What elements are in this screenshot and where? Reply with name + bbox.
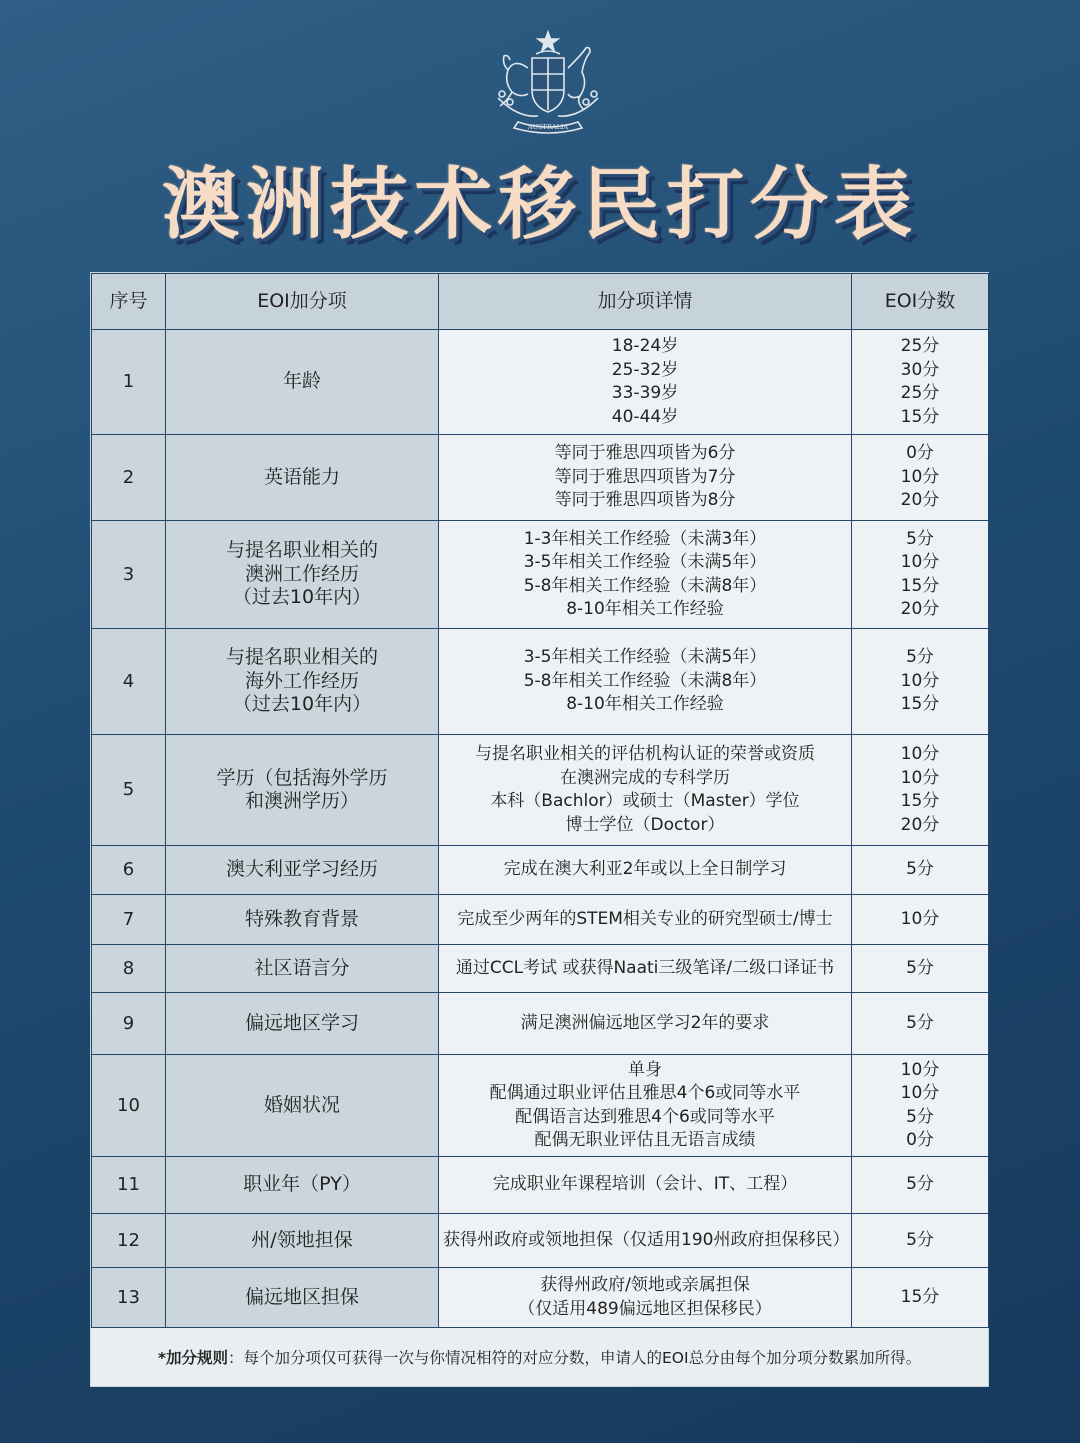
points-cell [852,435,989,521]
points-line: 5分 [906,1012,934,1033]
item-line: 海外工作经历 [244,669,359,692]
detail-line: 通过CCL考试 或获得Naati三级笔译/二级口译证书 [455,957,835,978]
row-number-cell: 5 [92,735,166,846]
detail-line: 25-32岁 [611,359,679,380]
detail-line: 1-3年相关工作经验（未满3年） [523,528,767,549]
points-cell [852,1214,989,1268]
points-cell [852,330,989,435]
points-line: 5分 [906,859,934,880]
points-cell [852,1055,989,1157]
detail-line: 8-10年相关工作经验 [566,694,724,715]
detail-line: 等同于雅思四项皆为8分 [554,490,736,511]
crest-ribbon-text: AUSTRALIA [527,123,569,131]
points-line: 10分 [900,908,940,929]
row-number-cell: 6 [92,846,166,895]
table-row [92,895,989,945]
item-line: 和澳洲学历） [244,790,359,812]
rule-label: *加分规则 [157,1349,229,1367]
detail-line: 与提名职业相关的评估机构认证的荣誉或资质 [475,744,815,764]
table-row [92,1268,989,1328]
header-points: EOI分数 [852,274,989,330]
header-no: 序号 [92,274,166,330]
item-line: 与提名职业相关的 [225,646,378,669]
item-line: 澳洲工作经历 [244,562,359,585]
detail-line: 等同于雅思四项皆为7分 [554,466,736,487]
points-line: 5分 [906,1174,934,1195]
points-table-container [90,272,989,1387]
detail-line: 单身 [628,1059,662,1080]
points-line: 10分 [900,767,940,788]
item-cell [166,895,439,945]
details-cell [439,629,852,735]
table-row [92,945,989,993]
detail-line: 在澳洲完成的专科学历 [560,767,730,788]
row-number-cell: 3 [92,521,166,629]
detail-line: 博士学位（Doctor） [565,814,725,835]
points-cell [852,1157,989,1214]
item-cell [166,945,439,993]
points-line: 10分 [900,670,940,691]
detail-line: 满足澳洲偏远地区学习2年的要求 [520,1012,770,1033]
item-line: 偏远地区学习 [244,1011,359,1034]
details-cell [439,1268,852,1328]
points-line: 20分 [900,814,940,835]
points-cell [852,735,989,846]
details-cell [439,895,852,945]
item-line: 州/领地担保 [251,1228,353,1251]
points-table [91,273,989,1328]
detail-line: 3-5年相关工作经验（未满5年） [523,552,767,572]
points-line: 25分 [900,336,940,356]
header-item: EOI加分项 [166,274,439,330]
points-cell [852,629,989,735]
table-row [92,1055,989,1157]
item-cell [166,330,439,435]
item-cell [166,1268,439,1328]
points-line: 10分 [900,1083,940,1103]
detail-line: 8-10年相关工作经验 [566,599,724,619]
detail-line: 3-5年相关工作经验（未满5年） [523,647,767,668]
item-cell [166,629,439,735]
points-line: 5分 [906,647,934,668]
item-line: 特殊教育背景 [244,907,359,930]
points-cell [852,846,989,895]
points-cell [852,1268,989,1328]
table-row [92,846,989,895]
points-line: 10分 [900,744,940,764]
table-row [92,1214,989,1268]
item-line: 学历（包括海外学历 [216,766,388,789]
detail-line: 40-44岁 [611,406,679,427]
points-line: 20分 [900,490,940,511]
detail-line: 配偶语言达到雅思4个6或同等水平 [515,1106,775,1127]
row-number-cell: 13 [92,1268,166,1328]
table-row [92,735,989,846]
details-cell [439,1214,852,1268]
table-body [92,330,989,1328]
points-line: 20分 [900,599,940,619]
points-line: 0分 [906,1130,934,1150]
item-line: 与提名职业相关的 [225,539,378,562]
row-number-cell: 1 [92,330,166,435]
table-row [92,330,989,435]
detail-line: 配偶无职业评估且无语言成绩 [534,1130,756,1150]
points-line: 5分 [906,957,934,978]
detail-line: （仅适用489偏远地区担保移民） [518,1298,772,1319]
row-number-cell: 8 [92,945,166,993]
item-cell [166,846,439,895]
details-cell [439,435,852,521]
item-line: 英语能力 [263,465,340,488]
points-line: 10分 [900,1059,940,1080]
detail-line: 5-8年相关工作经验（未满8年） [523,575,767,596]
item-line: （过去10年内） [232,586,372,609]
rule-text: ：每个加分项仅可获得一次与你情况相符的对应分数，申请人的EOI总分由每个加分项分数累加所得。 [228,1349,922,1367]
points-cell [852,521,989,629]
item-cell [166,435,439,521]
points-line: 30分 [900,359,940,380]
points-line: 0分 [906,443,934,464]
scoring-rule-note [91,1328,988,1386]
details-cell [439,945,852,993]
row-number-cell: 4 [92,629,166,735]
points-line: 15分 [900,406,940,427]
points-line: 15分 [900,791,940,811]
item-line: 社区语言分 [254,956,350,979]
item-cell [166,1055,439,1157]
details-cell [439,846,852,895]
points-line: 10分 [900,466,940,487]
points-line: 15分 [900,1286,940,1307]
item-line: 偏远地区担保 [244,1285,359,1308]
item-line: 澳大利亚学习经历 [225,858,378,881]
details-cell [439,330,852,435]
page-title: 澳洲技术移民打分表 [161,160,918,250]
detail-line: 18-24岁 [611,336,679,356]
points-line: 5分 [906,1229,934,1250]
item-cell [166,521,439,629]
item-line: （过去10年内） [232,693,372,716]
points-line: 25分 [900,383,940,403]
points-line: 15分 [900,575,940,596]
table-row [92,521,989,629]
details-cell [439,521,852,629]
detail-line: 获得州政府/领地或亲属担保 [540,1275,750,1295]
points-cell [852,945,989,993]
detail-line: 5-8年相关工作经验（未满8年） [523,670,767,691]
details-cell [439,1055,852,1157]
details-cell [439,1157,852,1214]
table-row [92,629,989,735]
detail-line: 完成在澳大利亚2年或以上全日制学习 [503,859,787,880]
item-cell [166,1214,439,1268]
item-cell [166,993,439,1055]
row-number-cell: 12 [92,1214,166,1268]
item-line: 职业年（PY） [243,1173,361,1196]
detail-line: 等同于雅思四项皆为6分 [554,443,736,464]
detail-line: 配偶通过职业评估且雅思4个6或同等水平 [489,1083,801,1103]
points-line: 15分 [900,694,940,715]
table-row [92,435,989,521]
item-line: 年龄 [282,370,321,393]
points-line: 10分 [900,552,940,572]
item-cell [166,1157,439,1214]
row-number-cell: 2 [92,435,166,521]
table-row [92,1157,989,1214]
detail-line: 33-39岁 [611,383,679,403]
detail-line: 本科（Bachlor）或硕士（Master）学位 [490,791,800,811]
points-line: 5分 [906,528,934,549]
header-details: 加分项详情 [439,274,852,330]
table-row [92,993,989,1055]
points-cell [852,993,989,1055]
item-line: 婚姻状况 [263,1093,340,1116]
row-number-cell: 7 [92,895,166,945]
item-cell [166,735,439,846]
details-cell [439,993,852,1055]
detail-line: 完成至少两年的STEM相关专业的研究型硕士/博士 [457,908,833,929]
table-header-row [92,274,989,330]
detail-line: 完成职业年课程培训（会计、IT、工程） [492,1174,798,1195]
points-cell [852,895,989,945]
row-number-cell: 11 [92,1157,166,1214]
detail-line: 获得州政府或领地担保（仅适用190州政府担保移民） [443,1229,850,1250]
points-line: 5分 [906,1106,934,1127]
details-cell [439,735,852,846]
row-number-cell: 10 [92,1055,166,1157]
coat-of-arms-emblem [478,28,618,136]
row-number-cell: 9 [92,993,166,1055]
